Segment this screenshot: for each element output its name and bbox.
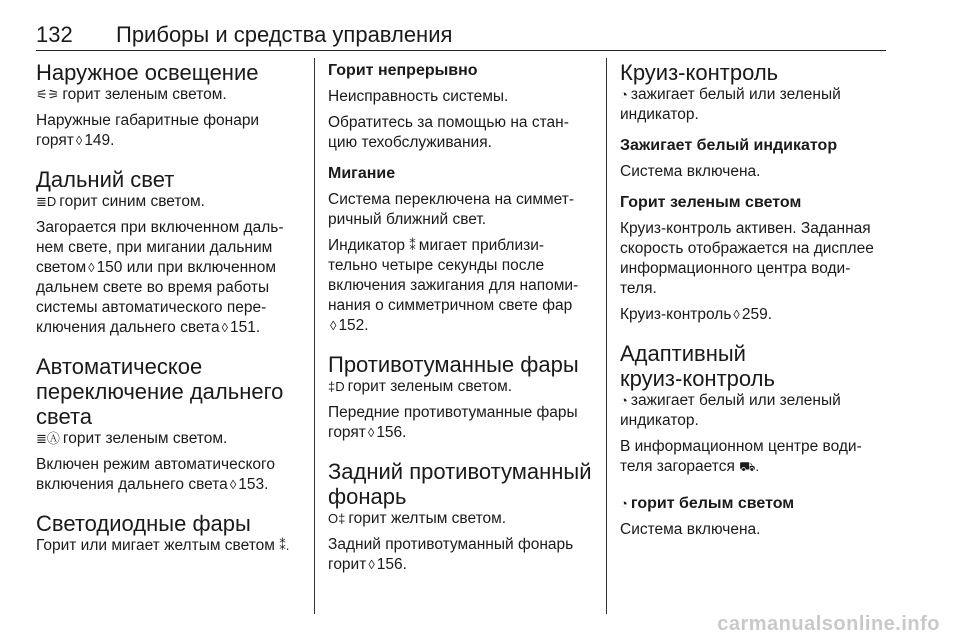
heading-exterior-lighting: Наружное освещение	[36, 60, 259, 85]
heading-white-steady: горит белым светом	[630, 495, 795, 512]
cruise-control-icon: ◔	[620, 496, 628, 511]
text: Наружные габаритные фонари	[36, 112, 260, 129]
page-title: Приборы и средства управления	[116, 22, 453, 47]
page-ref-icon: ◊	[221, 320, 229, 335]
page-ref-icon: ◊	[88, 260, 95, 275]
page-ref-icon: ◊	[368, 557, 375, 572]
heading-auto-high-beam: Автоматическое переключение дальнего света	[36, 354, 284, 429]
heading-high-beam: Дальний свет	[36, 167, 175, 192]
high-beam-icon: ≣D	[36, 194, 57, 209]
column-2: Горит непрерывно Неисправность системы. Обратитесь за помощью на стан- цию техобслуживания. Мигание Система переключена на симмет- ричный ближний свет. Индикатор ⁑ мигает приблизи- тельно четыре секунды после включения зажигания для напоми- нания о симметричном свете фар ◊ 152. Противотуманные фары ‡D горит зеленым светом. Передние противотуманные фары горят ◊ 156. Задний противотуманный фонарь O‡ горит желтым светом. Задний противотуманный фонарь горит ◊ 156.	[328, 60, 596, 575]
header-rule	[36, 50, 886, 51]
page-number: 132	[36, 22, 73, 47]
column-divider	[314, 58, 315, 614]
heading-blinking: Мигание	[328, 165, 396, 182]
heading-green-indicator: Горит зеленым светом	[620, 194, 802, 211]
auto-high-beam-icon: ≣Ⓐ	[36, 431, 60, 446]
page-ref-icon: ◊	[75, 133, 83, 148]
rear-fog-icon: O‡	[328, 511, 346, 526]
heading-led-headlights: Светодиодные фары	[36, 511, 251, 536]
side-lights-icon: ⚟⚞	[36, 87, 60, 102]
column-3: Круиз-контроль ◔ зажигает белый или зеленый индикатор. Зажигает белый индикатор Система включена. Горит зеленым светом Круиз-контроль активен. Заданная скорость отображается на дисплее информационного центра води- теля. Круиз-контроль ◊ 259. Адаптивный круиз-контроль ◔ зажигает белый или зеленый индикатор. В информационном центре води- теля загорается ⛟. ◔ горит белым светом Система включена.	[620, 60, 888, 540]
page-ref-icon: ◊	[733, 307, 740, 322]
cruise-control-icon: ◔	[620, 87, 628, 102]
page-ref-icon: ◊	[330, 318, 337, 333]
watermark: carmanualsonline.info	[717, 613, 940, 635]
column-1: Наружное освещение ⚟⚞ горит зеленым светом. Наружные габаритные фонари горят ◊ 149. Дальний свет ≣D горит синим светом. Загорается при включенном даль- нем свете, при мигании дальним светом ◊ 150 или при включенном дальнем свете во время работы системы автоматического пере- ключения дальнего света ◊ 151. Автоматическое переключение дальнего света ≣Ⓐ горит зеленым светом. Включен режим автоматического включения дальнего света ◊ 153. Светодиодные фары Горит или мигает желтым светом ⁑.	[36, 60, 304, 556]
cruise-control-icon: ◔	[620, 393, 628, 408]
page-ref-icon: ◊	[367, 425, 375, 440]
heading-fog-lights: Противотуманные фары	[328, 352, 579, 377]
column-divider	[606, 58, 607, 614]
heading-rear-fog: Задний противотуманный фонарь	[328, 459, 592, 509]
heading-steady: Горит непрерывно	[328, 62, 478, 79]
page-header	[36, 22, 886, 52]
led-headlight-icon: ⁑.	[279, 538, 290, 553]
vehicle-ahead-icon: ⛟.	[739, 459, 760, 474]
fog-light-icon: ‡D	[328, 379, 345, 394]
heading-white-indicator: Зажигает белый индикатор	[620, 137, 838, 154]
led-headlight-icon: ⁑	[409, 238, 416, 253]
heading-adaptive-cruise: Адаптивный круиз-контроль	[620, 341, 775, 391]
page-ref-icon: ◊	[229, 477, 237, 492]
heading-cruise-control: Круиз-контроль	[620, 60, 779, 85]
